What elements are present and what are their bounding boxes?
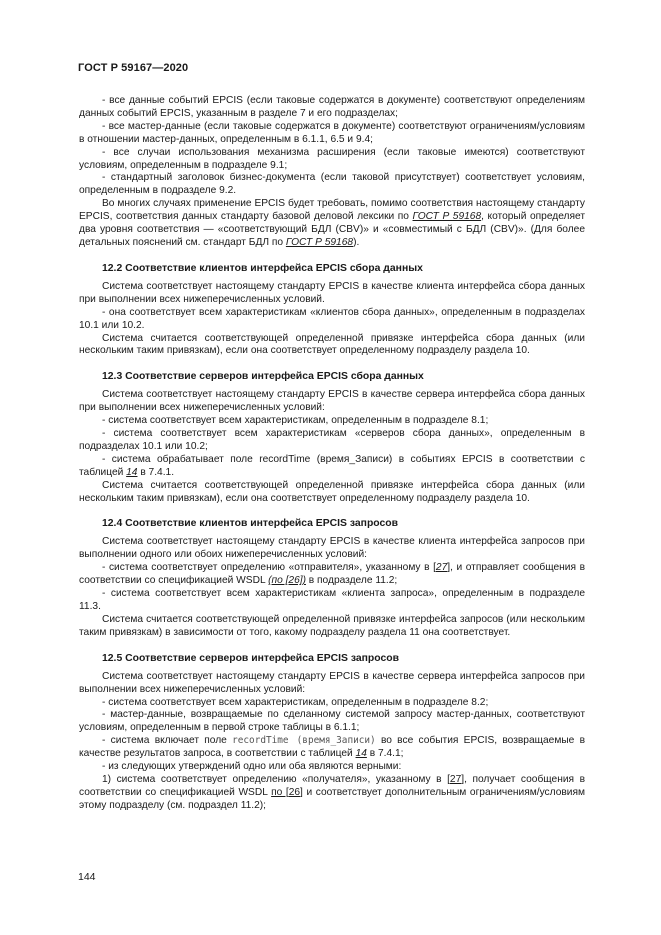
code-field-name: recordTime (время_Записи): [232, 735, 376, 747]
section-bullet: - система соответствует определению «отправителя», указанному в [27], и отправляет сообщения в соответствии со спецификацией WSDL (по [26]) в подразделе 11.2;: [79, 562, 585, 587]
ref-link-gost-59168[interactable]: ГОСТ Р 59168: [285, 236, 354, 248]
section-paragraph: Система соответствует настоящему стандарту EPCIS в качестве клиента интерфейса сбора данных при выполнении всех нижеперечисленных условий.: [79, 280, 585, 305]
section-paragraph: Система соответствует настоящему стандарту EPCIS в качестве сервера интерфейса запросов при выполнении всех нижеперечисленных условий:: [79, 670, 585, 695]
section-paragraph: Система соответствует настоящему стандарту EPCIS в качестве клиента интерфейса запросов при выполнении одного или обоих нижеперечисленных условий:: [79, 536, 585, 561]
intro-bullet: - стандартный заголовок бизнес-документа (если таковой присутствует) соответствует условиям, определенным в подразделе 9.2.: [79, 172, 585, 197]
section-paragraph: Система считается соответствующей определенной привязке интерфейса сбора данных (или нескольким таким привязкам), если она соответствует определенному подразделу раздела 10.: [79, 332, 585, 357]
section-heading-12-4: 12.4 Соответствие клиентов интерфейса EPCIS запросов: [102, 518, 399, 530]
page-content: [79, 95, 585, 813]
ref-link-gost-59168[interactable]: ГОСТ Р 59168: [412, 211, 482, 223]
intro-bullet: - все данные событий EPCIS (если таковые содержатся в документе) соответствуют определениям данных событий EPCIS, указанным в разделе 7 и его подразделах;: [79, 95, 585, 119]
page-number: 144: [78, 871, 96, 883]
table-ref-link[interactable]: 14: [126, 466, 138, 478]
numbered-item: 1) система соответствует определению «получателя», указанному в [27], получает сообщения в соответствии со спецификацией WSDL по [26] и соответствует дополнительным ограничениям/условиям этому подразделу (см. подраздел 11.2);: [79, 773, 585, 811]
page-header: ГОСТ Р 59167—2020: [78, 62, 189, 74]
section-heading-12-5: 12.5 Соответствие серверов интерфейса EPCIS запросов: [102, 652, 399, 664]
section-paragraph: Система считается соответствующей определенной привязке интерфейса запросов (или нескольким таким привязкам) в зависимости от того, какому подразделу раздела 11 она соответствует.: [79, 613, 585, 638]
bib-ref-link[interactable]: 27: [435, 562, 448, 574]
section-bullet: - система соответствует всем характеристикам, определенным в подразделе 8.2;: [102, 696, 489, 708]
section-bullet: - из следующих утверждений одно или оба являются верными:: [102, 761, 402, 773]
section-bullet: - система обрабатывает поле recordTime (время_Записи) в событиях EPCIS в соответствии с таблицей 14 в 7.4.1.: [79, 453, 585, 478]
intro-bullet: - все мастер-данные (если таковые содержатся в документе) соответствуют ограничениям/условиям в отношении мастер-данных, определенным в 6.1.1, 6.5 и 9.4;: [79, 120, 585, 145]
section-bullet: - она соответствует всем характеристикам «клиентов сбора данных», определенным в подразделах 10.1 или 10.2.: [79, 306, 585, 331]
bib-ref-link[interactable]: 27: [449, 773, 462, 785]
section-bullet: - система соответствует всем характеристикам «серверов сбора данных», определенным в подразделах 10.1 или 10.2;: [79, 428, 585, 452]
section-paragraph: Система соответствует настоящему стандарту EPCIS в качестве сервера интерфейса сбора данных при выполнении всех нижеперечисленных условий:: [79, 389, 585, 414]
bib-ref-link[interactable]: (по [26]): [268, 575, 306, 587]
table-ref-link[interactable]: 14: [355, 748, 367, 760]
section-heading-12-2: 12.2 Соответствие клиентов интерфейса EPCIS сбора данных: [102, 262, 423, 274]
section-paragraph: Система считается соответствующей определенной привязке интерфейса сбора данных (или нескольким таким привязкам), если она соответствует определенному подразделу раздела 10.: [79, 479, 585, 504]
section-bullet: - мастер-данные, возвращаемые по сделанному системой запросу мастер-данных, соответствуют условиям, определенным в первой строке таблицы в 6.1.1;: [79, 709, 585, 734]
section-bullet: - система соответствует всем характеристикам «клиента запроса», определенным в подразделе 11.3.: [79, 588, 585, 612]
section-bullet: - система включает поле recordTime (время_Записи) во все события EPCIS, возвращаемые в качестве результатов запроса, в соответствии с таблицей 14 в 7.4.1;: [79, 735, 585, 760]
intro-paragraph: Во многих случаях применение EPCIS будет требовать, помимо соответствия настоящему стандарту EPCIS, соответствия данных стандарту базовой деловой лексики по ГОСТ Р 59168, который определяет два уровня соответствия — «соответствующий БДЛ (CBV)» и «совместимый с БДЛ (CBV)». (Для более детальных пояснений см. стандарт БДЛ по ГОСТ Р 59168).: [79, 198, 585, 248]
section-heading-12-3: 12.3 Соответствие серверов интерфейса EPCIS сбора данных: [102, 371, 424, 383]
bib-ref-link[interactable]: по [26: [271, 786, 301, 798]
intro-bullet: - все случаи использования механизма расширения (если таковые имеются) соответствуют условиям, определенным в подразделе 9.1;: [79, 146, 585, 171]
section-bullet: - система соответствует всем характеристикам, определенным в подразделе 8.1;: [102, 415, 489, 427]
